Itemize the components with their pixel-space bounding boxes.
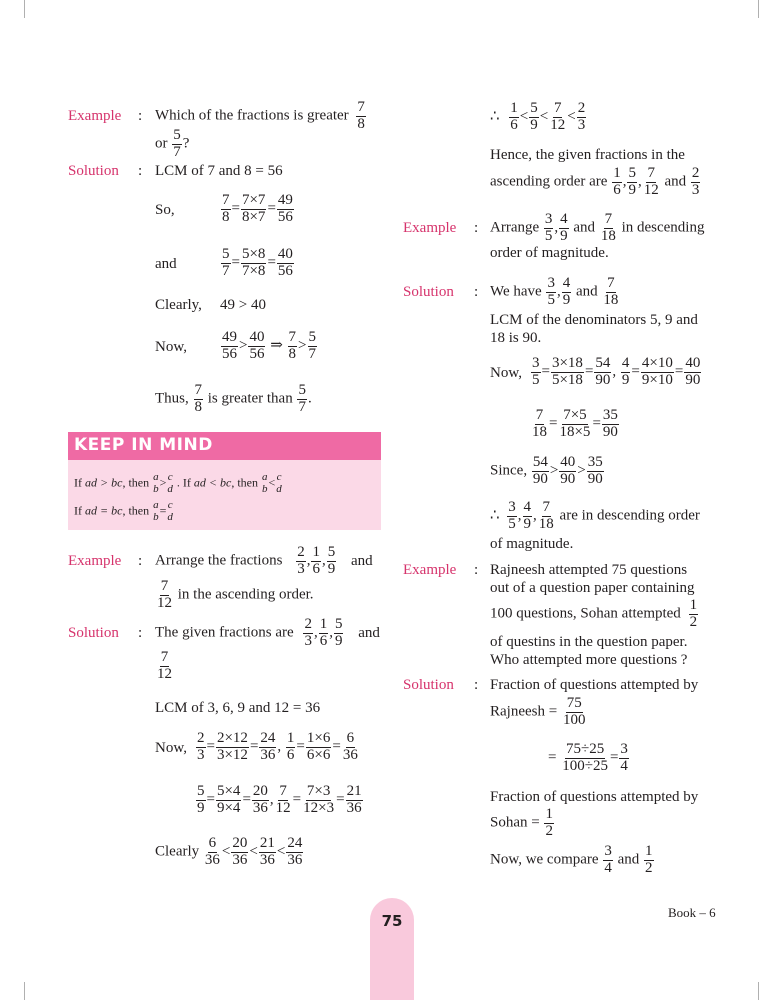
example-1-question-cont: or $\frac{5}{7}$ ? — [155, 127, 190, 160]
example-4-line-2: out of a question paper containing — [490, 580, 695, 596]
example-3-question-cont: order of magnitude. — [490, 245, 609, 261]
solution-3-lcm: LCM of the denominators 5, 9 and — [490, 312, 698, 328]
example-4-line-4: of questins in the question paper. — [490, 634, 688, 650]
solution-1-lcm: LCM of 7 and 8 = 56 — [155, 163, 283, 179]
colon: : — [474, 220, 479, 236]
colon: : — [474, 677, 479, 693]
example-4-line-3: 100 questions, Sohan attempted $\frac{1}{2}$ — [490, 597, 698, 630]
example-label: Example — [403, 562, 457, 578]
keep-in-mind-box — [68, 460, 381, 530]
solution-4-rajneesh: Rajneesh = $\frac{75}{100}$ — [490, 695, 586, 728]
and-expression: $\frac{5}{7}$ = $\frac{5\times 8}{7\times 8}$ = $\frac{40}{56}$ — [222, 246, 293, 279]
so-word: So, — [155, 202, 175, 218]
solution-4-rajneesh-simplify: = $\frac{75\div 25}{100\div 25}$ = $\frac{3}{4}$ — [548, 741, 628, 774]
solution-4-line-1: Fraction of questions attempted by — [490, 677, 699, 693]
example-2-question-cont: $\frac{7}{12}$ in the ascending order. — [157, 578, 314, 611]
so-expression: $\frac{7}{8}$ = $\frac{7\times 7}{8\times 7}$ = $\frac{49}{56}$ — [222, 192, 293, 225]
colon: : — [474, 284, 479, 300]
clearly-word: Clearly, — [155, 297, 202, 313]
solution-2-lcm: LCM of 3, 6, 9 and 12 = 36 — [155, 700, 321, 716]
now-word: Now, — [490, 365, 522, 381]
solution-2-clearly: Clearly $\frac{6}{36}$ < $\frac{20}{36}$ < $\frac{21}{36}$ < $\frac{24}{36}$ — [155, 835, 303, 868]
example-2-question: Arrange the fractions $\frac{2}{3}$ , $\frac{1}{6}$ , $\frac{5}{9}$ and — [155, 544, 373, 577]
keep-in-mind-rule-2: If ad = bc, then a b = c d — [74, 499, 173, 523]
crop-mark — [758, 982, 759, 1000]
crop-mark — [24, 0, 25, 18]
keep-in-mind-title: KEEP IN MIND — [74, 435, 213, 455]
solution-3-we-have: We have $\frac{3}{5}$ , $\frac{4}{9}$ and $\frac{7}{18}$ — [490, 275, 619, 308]
solution-2-row-2: $\frac{5}{9}$ = $\frac{5\times 4}{9\times 4}$ = $\frac{20}{36}$ , $\frac{7}{12}$ = $\frac{7\times 3}{12\times 3}$ = $\frac{21}{36}$ — [197, 783, 362, 816]
now-expression: $\frac{49}{56}$ > $\frac{40}{56}$ ⇒ $\frac{7}{8}$ > $\frac{5}{7}$ — [222, 329, 317, 362]
example-label: Example — [68, 108, 122, 124]
solution-3-row-2: $\frac{7}{18}$ = $\frac{7\times 5}{18\times 5}$ = $\frac{35}{90}$ — [532, 407, 618, 440]
solution-label: Solution — [403, 677, 454, 693]
solution-3-therefore: ∴ $\frac{3}{5}$ , $\frac{4}{9}$ , $\frac{7}{18}$ are in descending order — [490, 499, 700, 532]
solution-3-lcm-cont: 18 is 90. — [490, 330, 542, 346]
colon: : — [138, 625, 143, 641]
example-label: Example — [403, 220, 457, 236]
page-number-tab — [370, 898, 414, 1000]
colon: : — [138, 553, 143, 569]
example-label: Example — [68, 553, 122, 569]
solution-4-sohan: Sohan = $\frac{1}{2}$ — [490, 806, 553, 839]
now-word: Now, — [155, 740, 187, 756]
crop-mark — [24, 982, 25, 1000]
colon: : — [138, 108, 143, 124]
solution-label: Solution — [68, 163, 119, 179]
solution-label: Solution — [68, 625, 119, 641]
therefore-line: ∴ $\frac{1}{6}$ < $\frac{5}{9}$ < $\frac{7}{12}$ < $\frac{2}{3}$ — [490, 100, 586, 133]
keep-in-mind-rule-1: If ad > bc, then a b > c d . If ad < bc, then a b < c d — [74, 471, 282, 495]
solution-2-text: The given fractions are $\frac{2}{3}$ , $\frac{1}{6}$ , $\frac{5}{9}$ and — [155, 616, 380, 649]
hence-line-2: ascending order are $\frac{1}{6}$ , $\frac{5}{9}$ , $\frac{7}{12}$ and $\frac{2}{3}$ — [490, 165, 700, 198]
colon: : — [474, 562, 479, 578]
page-number: 75 — [381, 912, 403, 930]
solution-2-row-1: $\frac{2}{3}$ = $\frac{2\times 12}{3\times 12}$ = $\frac{24}{36}$ , $\frac{1}{6}$ = $\frac{1\times 6}{6\times 6}$ = $\frac{6}{36}$ — [197, 730, 358, 763]
example-1-question: Which of the fractions is greater $\frac{7}{8}$ — [155, 99, 365, 132]
solution-3-since: Since, $\frac{54}{90}$ > $\frac{40}{90}$ > $\frac{35}{90}$ — [490, 454, 603, 487]
thus-line: Thus, $\frac{7}{8}$ is greater than $\frac{5}{7}$ . — [155, 382, 312, 415]
hence-line: Hence, the given fractions in the — [490, 147, 685, 163]
solution-label: Solution — [403, 284, 454, 300]
solution-2-text-cont: $\frac{7}{12}$ — [157, 649, 172, 682]
example-4-line-5: Who attempted more questions ? — [490, 652, 688, 668]
example-4-line-1: Rajneesh attempted 75 questions — [490, 562, 688, 578]
now-word: Now, — [155, 339, 187, 355]
book-label: Book – 6 — [668, 905, 716, 920]
solution-3-therefore-cont: of magnitude. — [490, 536, 574, 552]
and-word: and — [155, 256, 177, 272]
solution-3-row-1: $\frac{3}{5}$ = $\frac{3\times 18}{5\times 18}$ = $\frac{54}{90}$ , $\frac{4}{9}$ = $\frac{4\times 10}{9\times 10}$ = $\frac{40}{90}$ — [532, 355, 701, 388]
clearly-expression: 49 > 40 — [220, 297, 266, 313]
solution-4-compare: Now, we compare $\frac{3}{4}$ and $\frac{1}{2}$ — [490, 843, 653, 876]
example-3-question: Arrange $\frac{3}{5}$ , $\frac{4}{9}$ and $\frac{7}{18}$ in descending — [490, 211, 705, 244]
keep-in-mind-header — [68, 432, 381, 460]
crop-mark — [758, 0, 759, 18]
solution-4-line-2: Fraction of questions attempted by — [490, 789, 699, 805]
colon: : — [138, 163, 143, 179]
